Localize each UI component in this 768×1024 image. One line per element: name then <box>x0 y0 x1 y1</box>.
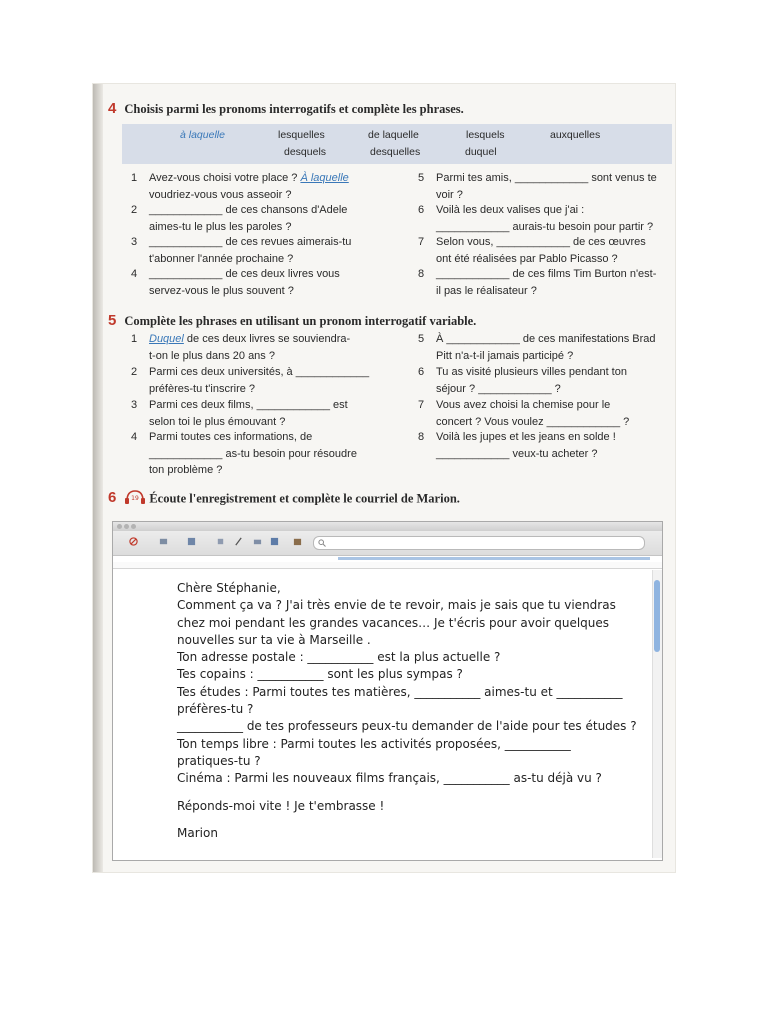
email-closing: Réponds-moi vite ! Je t'embrasse ! <box>177 798 385 813</box>
item-text: ____________ de ces revues aimerais-tu <box>149 236 352 248</box>
item-text: Avez-vous choisi votre place ? <box>149 172 301 184</box>
item-number: 8 <box>418 431 425 443</box>
word-option: desquels <box>284 146 327 158</box>
item-number: 5 <box>418 172 425 184</box>
exercise-4-item <box>131 234 352 267</box>
exercise-4-heading <box>108 101 464 117</box>
item-text: de ces deux livres se souviendra- <box>183 333 351 345</box>
item-number: 6 <box>418 366 425 378</box>
item-number: 4 <box>131 431 138 443</box>
page-spine-shadow <box>93 84 103 872</box>
item-text: Parmi ces deux films, ____________ est <box>149 399 348 411</box>
item-text: Voilà les jupes et les jeans en solde ! <box>436 431 616 443</box>
item-text: t-on le plus dans 20 ans ? <box>149 349 275 362</box>
item-text: voir ? <box>436 188 463 201</box>
exercise-6-number: 6 <box>108 489 117 507</box>
vertical-scrollbar[interactable] <box>652 570 662 858</box>
close-window-button[interactable] <box>117 524 122 529</box>
word-option: duquel <box>465 146 497 158</box>
word-option: auxquelles <box>550 129 601 141</box>
exercise-5-item <box>418 364 627 397</box>
word-option: desquelles <box>370 146 421 158</box>
item-text: À ____________ de ces manifestations Brad <box>436 333 656 345</box>
exercise-4-title: Choisis parmi les pronoms interrogatifs et complète les phrases. <box>124 102 464 116</box>
exercise-4-item <box>418 266 657 299</box>
exercise-5-item <box>131 364 370 397</box>
exercise-4-item <box>131 202 348 235</box>
save-icon[interactable] <box>270 537 279 546</box>
item-text: aimes-tu le plus les paroles ? <box>149 220 292 233</box>
word-option: de laquelle <box>368 129 419 141</box>
exercise-5-item <box>131 429 357 479</box>
search-icon <box>318 539 326 547</box>
item-text: Parmi tes amis, ____________ sont venus te <box>436 172 657 184</box>
word-option: lesquelles <box>278 129 325 141</box>
item-text: servez-vous le plus souvent ? <box>149 284 294 297</box>
item-number: 6 <box>418 204 425 216</box>
item-number: 1 <box>131 333 138 345</box>
email-body <box>177 580 647 842</box>
item-text: selon toi le plus émouvant ? <box>149 415 286 428</box>
exercise-5-item <box>418 331 656 364</box>
email-line: Tes copains : ___________ sont les plus sympas ? <box>177 667 463 682</box>
item-number: 2 <box>131 204 138 216</box>
item-text: Voilà les deux valises que j'ai : <box>436 204 585 216</box>
item-number: 2 <box>131 366 138 378</box>
email-line: chez moi pendant les grandes vacances… Je t'écris pour avoir quelques <box>177 615 610 630</box>
email-line: préfères-tu ? <box>177 702 254 717</box>
item-text: il pas le réalisateur ? <box>436 284 537 297</box>
zoom-window-button[interactable] <box>131 524 136 529</box>
item-text: Pitt n'a-t-il jamais participé ? <box>436 349 574 362</box>
print-icon[interactable] <box>253 537 262 546</box>
item-number: 7 <box>418 236 425 248</box>
item-text: ____________ de ces deux livres vous <box>149 268 340 280</box>
item-text: t'abonner l'année prochaine ? <box>149 252 294 265</box>
exercise-4-item <box>131 170 349 203</box>
exercise-4-item <box>418 234 646 267</box>
item-number: 4 <box>131 268 138 280</box>
email-toolbar <box>113 531 662 556</box>
item-text: ton problème ? <box>149 464 223 476</box>
email-line: Comment ça va ? J'ai très envie de te revoir, mais je sais que tu viendras <box>177 598 616 613</box>
exercise-6-heading <box>108 490 460 508</box>
compose-icon[interactable] <box>234 537 243 546</box>
email-line: ___________ de tes professeurs peux-tu demander de l'aide pour tes études ? <box>177 719 637 734</box>
archive-icon[interactable] <box>293 537 302 546</box>
item-number: 8 <box>418 268 425 280</box>
loading-progress-bar <box>338 557 650 560</box>
exercise-5-item <box>418 429 616 462</box>
headphones-icon <box>124 490 146 508</box>
item-number: 1 <box>131 172 138 184</box>
item-text: Vous avez choisi la chemise pour le <box>436 399 611 411</box>
item-text: Selon vous, ____________ de ces œuvres <box>436 236 646 248</box>
exercise-5-item <box>131 397 348 430</box>
item-text: ____________ de ces chansons d'Adele <box>149 204 348 216</box>
email-line: nouvelles sur ta vie à Marseille . <box>177 632 371 647</box>
exercise-5-item <box>418 397 630 430</box>
filled-answer: À laquelle <box>300 172 349 184</box>
reply-all-icon[interactable] <box>187 537 196 546</box>
exercise-6-title: Écoute l'enregistrement et complète le courriel de Marion. <box>149 491 460 506</box>
exercise-5-heading <box>108 313 476 329</box>
item-text: ont été réalisées par Pablo Picasso ? <box>436 252 618 265</box>
exercise-5-title: Complète les phrases en utilisant un pronom interrogatif variable. <box>124 314 477 328</box>
exercise-4-item <box>418 170 657 203</box>
email-line: Ton adresse postale : ___________ est la plus actuelle ? <box>177 650 501 665</box>
email-line: Ton temps libre : Parmi toutes les activités proposées, ___________ <box>177 736 571 751</box>
scrollbar-thumb[interactable] <box>654 580 660 652</box>
item-text: ____________ as-tu besoin pour résoudre <box>149 447 357 460</box>
track-number: 19 <box>131 495 140 502</box>
minimize-window-button[interactable] <box>124 524 129 529</box>
filled-answer: Duquel <box>149 333 184 345</box>
stop-icon[interactable] <box>129 537 138 546</box>
email-line: pratiques-tu ? <box>177 753 261 768</box>
search-input[interactable] <box>313 536 645 550</box>
exercise-4-item <box>418 202 654 235</box>
item-text: ____________ aurais-tu besoin pour partir ? <box>436 220 654 233</box>
word-option: à laquelle <box>180 129 225 141</box>
exercise-4-number: 4 <box>108 100 117 117</box>
item-number: 7 <box>418 399 425 411</box>
exercise-4-item <box>131 266 340 299</box>
item-number: 3 <box>131 236 138 248</box>
item-text: ____________ veux-tu acheter ? <box>436 447 598 460</box>
item-text: séjour ? ____________ ? <box>436 382 561 395</box>
item-text: Parmi toutes ces informations, de <box>149 431 313 443</box>
item-text: Tu as visité plusieurs villes pendant ton <box>436 366 627 378</box>
pronoun-word-box <box>122 124 672 164</box>
window-titlebar <box>113 522 662 531</box>
email-signature: Marion <box>177 825 218 840</box>
reply-icon[interactable] <box>159 537 168 546</box>
item-number: 3 <box>131 399 138 411</box>
item-text: ____________ de ces films Tim Burton n'est- <box>436 268 657 280</box>
forward-icon[interactable] <box>216 537 225 546</box>
message-header-bar <box>113 562 662 569</box>
word-option: lesquels <box>466 129 505 141</box>
email-line: Cinéma : Parmi les nouveaux films français, ___________ as-tu déjà vu ? <box>177 771 602 786</box>
email-line: Chère Stéphanie, <box>177 581 281 595</box>
item-text: concert ? Vous voulez ____________ ? <box>436 415 630 428</box>
item-text: préfères-tu t'inscrire ? <box>149 382 256 395</box>
exercise-5-item <box>131 331 351 364</box>
item-text: Parmi ces deux universités, à ____________ <box>149 366 370 378</box>
email-line: Tes études : Parmi toutes tes matières, ___________ aimes-tu et ___________ <box>177 684 623 699</box>
item-number: 5 <box>418 333 425 345</box>
item-text: voudriez-vous vous asseoir ? <box>149 188 292 201</box>
exercise-5-number: 5 <box>108 312 117 329</box>
